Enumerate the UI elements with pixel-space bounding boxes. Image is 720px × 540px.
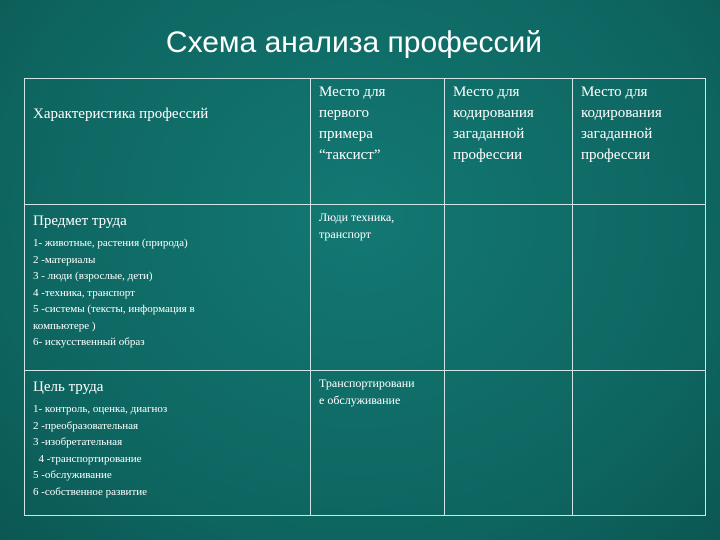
example-cell (311, 371, 445, 516)
header-line: профессии (581, 147, 651, 163)
list-item: 3 - люди (взрослые, дети) (33, 270, 153, 282)
list-item: 2 -материалы (33, 253, 96, 266)
list-item: 5 -системы (тексты, информация в (33, 303, 195, 315)
slide-title: Схема анализа профессий (165, 26, 543, 59)
list-item: 5 -обслуживание (33, 469, 112, 481)
header-line: первого (319, 105, 369, 121)
header-line: Место для (453, 84, 520, 100)
empty-cell (573, 371, 706, 516)
header-characteristics-label: Характеристика профессий (33, 106, 209, 122)
header-line: Место для (581, 84, 648, 100)
example-line: транспорт (319, 227, 371, 241)
list-item: 4 -транспортирование (33, 452, 142, 465)
header-line: примера (319, 126, 373, 142)
header-line: кодирования (453, 105, 534, 121)
empty-cell (445, 205, 573, 371)
header-characteristics (25, 79, 311, 205)
empty-cell (445, 371, 573, 516)
list-item: 4 -техника, транспорт (33, 286, 135, 299)
list-item: компьютере ) (33, 319, 96, 332)
section-heading: Цель труда (33, 379, 104, 395)
list-item: 6- искусственный образ (33, 336, 145, 348)
example-line: Транспортировани (319, 376, 415, 390)
example-line: е обслуживание (319, 393, 401, 407)
list-item: 1- контроль, оценка, диагноз (33, 403, 168, 415)
header-line: загаданной (453, 126, 525, 142)
table-row (25, 205, 706, 371)
list-item: 2 -преобразовательная (33, 419, 139, 432)
empty-cell (573, 205, 706, 371)
header-line: загаданной (581, 126, 653, 142)
example-cell (311, 205, 445, 371)
header-line: кодирования (581, 105, 662, 121)
table-row (25, 371, 706, 516)
profession-analysis-table (24, 78, 706, 516)
header-line: Место для (319, 84, 386, 100)
section-heading: Предмет труда (33, 213, 127, 229)
header-line: “таксист” (319, 147, 381, 163)
header-coding-place-1 (445, 79, 573, 205)
purpose-of-labor-cell (25, 371, 311, 516)
list-item: 6 -собственное развитие (33, 485, 148, 498)
header-line: профессии (453, 147, 523, 163)
header-example-place (311, 79, 445, 205)
table-header-row (25, 79, 706, 205)
list-item: 3 -изобретательная (33, 436, 123, 448)
example-line: Люди техника, (319, 210, 395, 224)
list-item: 1- животные, растения (природа) (33, 237, 188, 249)
header-coding-place-2 (573, 79, 706, 205)
subject-of-labor-cell (25, 205, 311, 371)
